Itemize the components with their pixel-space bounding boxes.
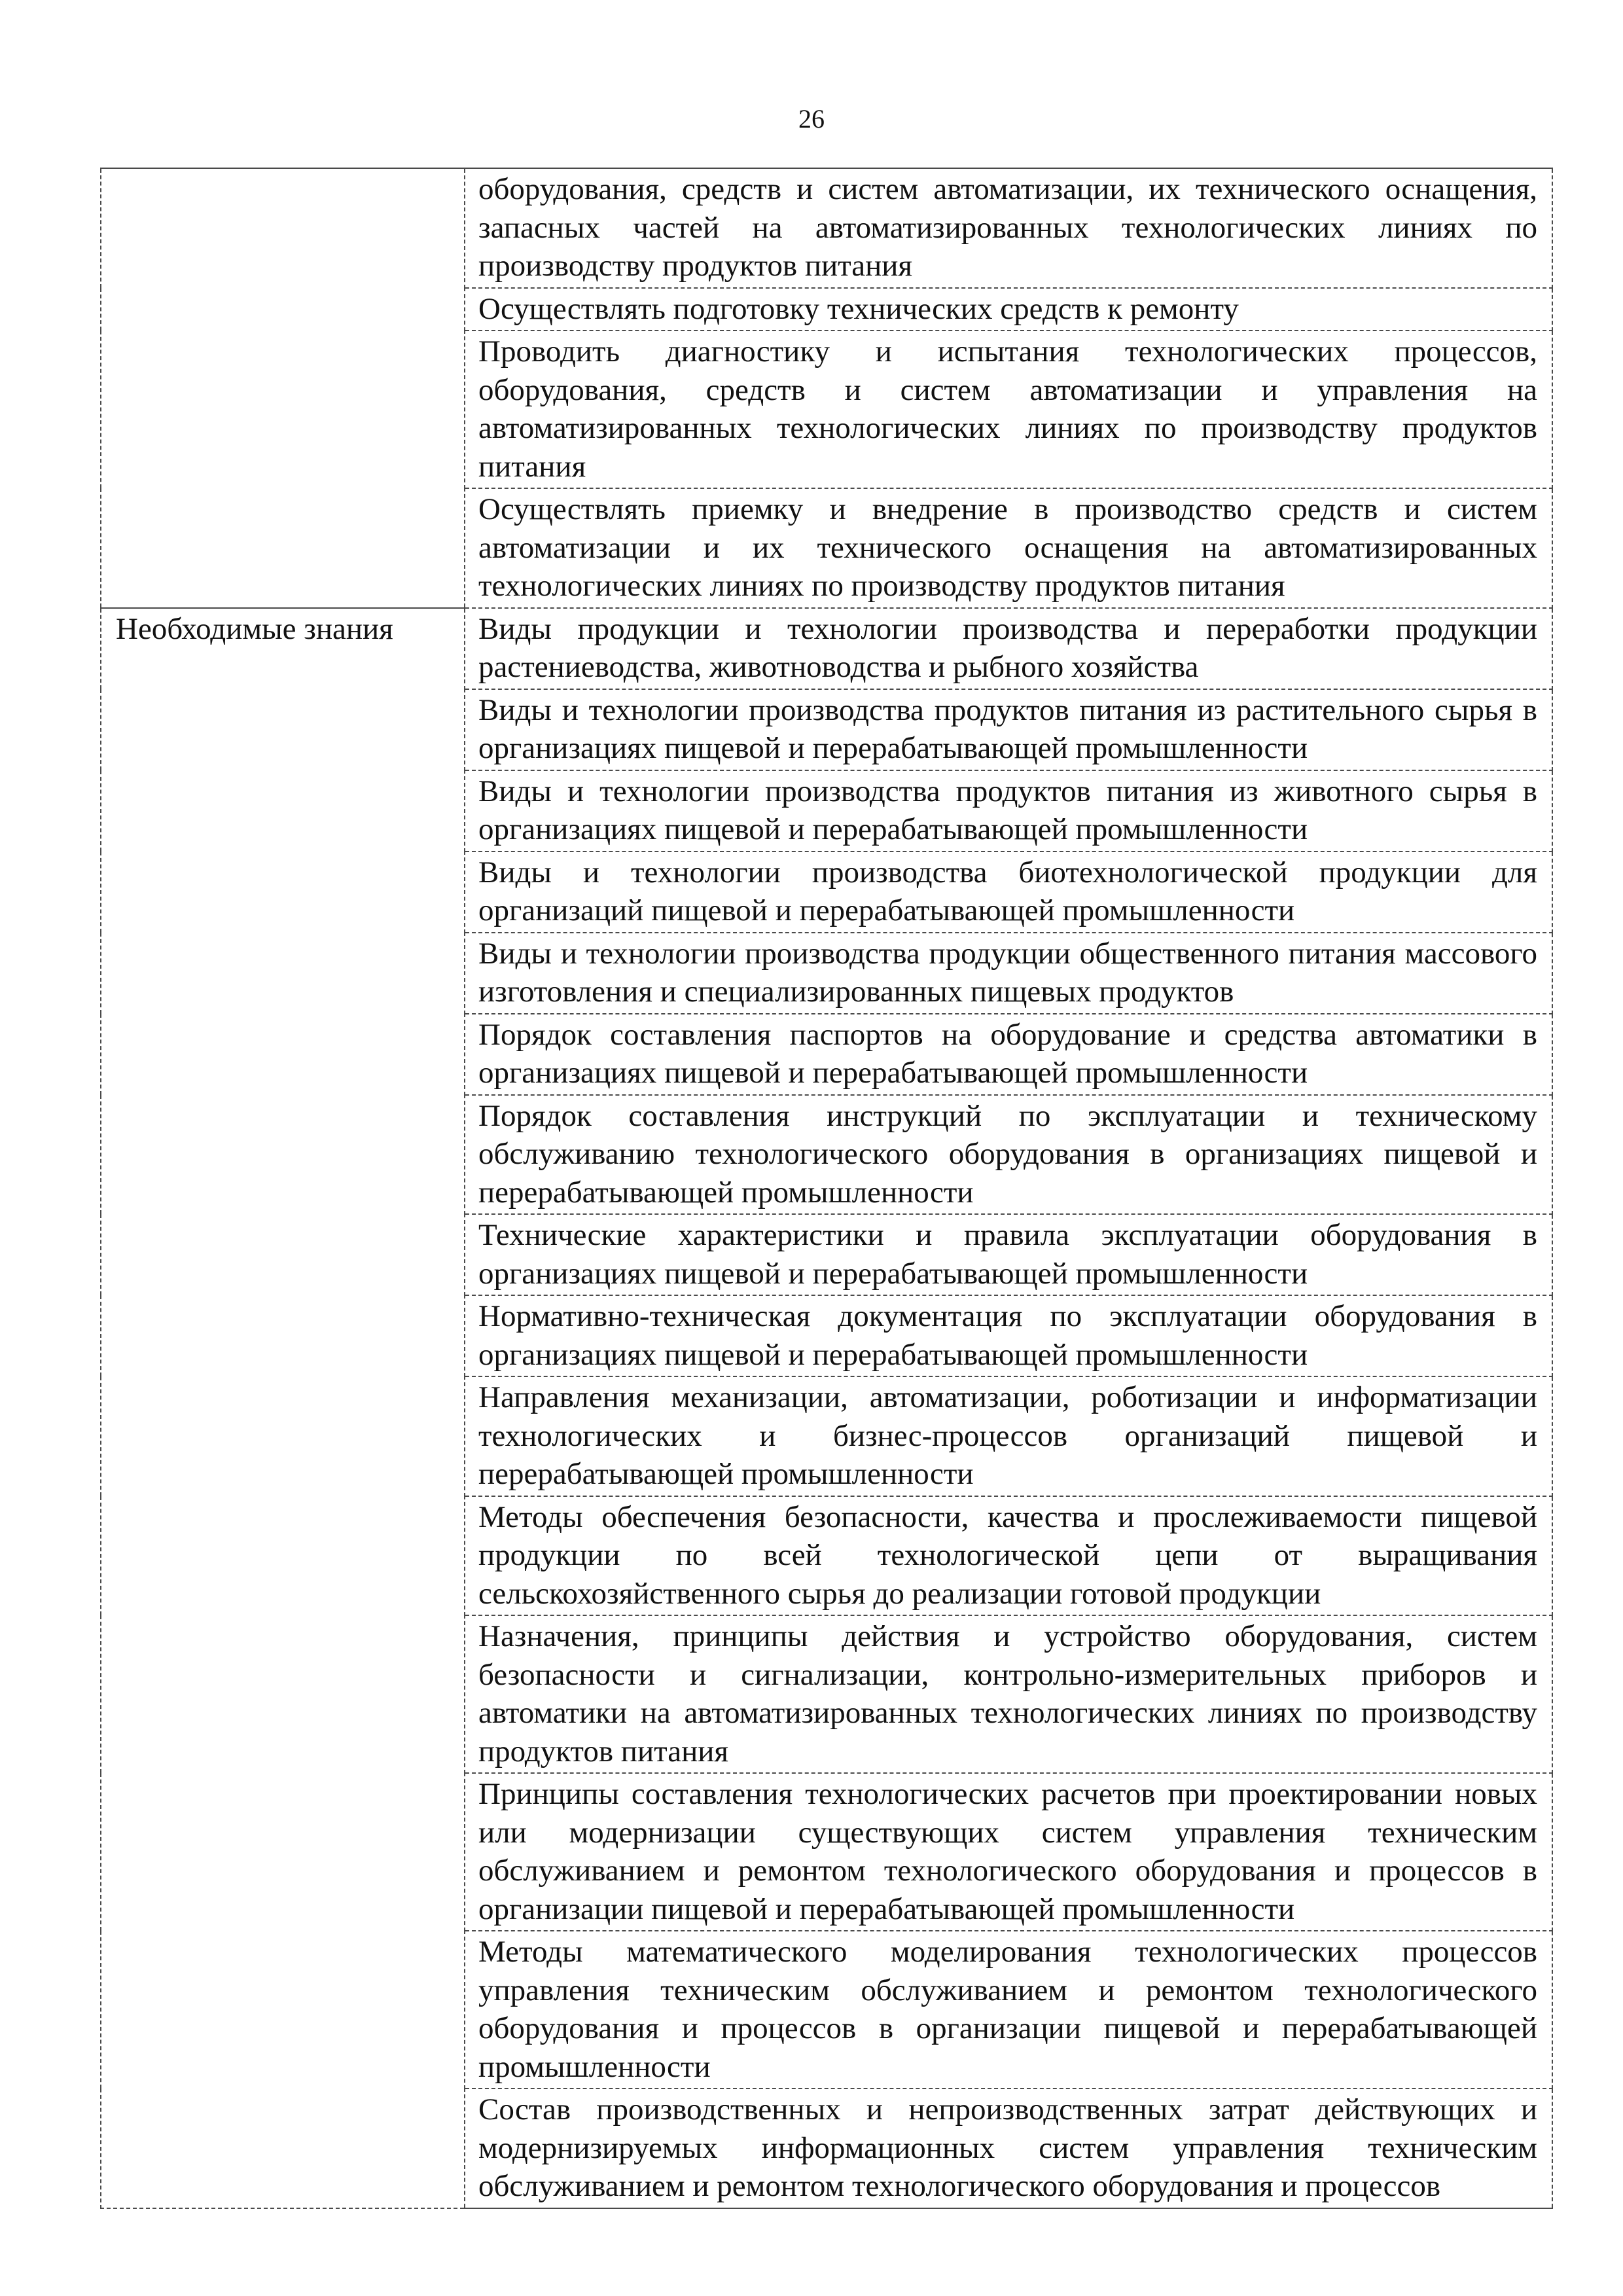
knowledge-item: Методы математического моделирования технологических процессов управления техническим обслуживанием и ремонтом технологического оборудования и процессов в организации пищевой и перерабатывающей промышленности: [465, 1931, 1552, 2089]
knowledge-item: Назначения, принципы действия и устройство оборудования, систем безопасности и сигнализации, контрольно-измерительных приборов и автоматики на автоматизированных технологических линиях по производству продуктов питания: [465, 1615, 1552, 1773]
requirements-table: [100, 168, 1553, 2209]
knowledge-item: Направления механизации, автоматизации, роботизации и информатизации технологических и бизнес-процессов организаций пищевой и перерабатывающей промышленности: [465, 1376, 1552, 1496]
page-number: 26: [798, 104, 825, 134]
knowledge-item: Виды и технологии производства биотехнологической продукции для организаций пищевой и перерабатывающей промышленности: [465, 852, 1552, 933]
knowledge-item: Технические характеристики и правила эксплуатации оборудования в организациях пищевой и перерабатывающей промышленности: [465, 1214, 1552, 1295]
table-row: [101, 168, 1552, 288]
skill-item: Проводить диагностику и испытания технологических процессов, оборудования, средств и систем автоматизации и управления на автоматизированных технологических линиях по производству продуктов питания: [465, 331, 1552, 488]
knowledge-item: Виды и технологии производства продуктов питания из животного сырья в организациях пищевой и перерабатывающей промышленности: [465, 770, 1552, 852]
knowledge-label: Необходимые знания: [101, 608, 465, 2208]
skill-item: Осуществлять приемку и внедрение в производство средств и систем автоматизации и их технического оснащения на автоматизированных технологических линиях по производству продуктов питания: [465, 488, 1552, 608]
knowledge-item: Состав производственных и непроизводственных затрат действующих и модернизируемых информационных систем управления техническим обслуживанием и ремонтом технологического оборудования и процессов: [465, 2089, 1552, 2208]
knowledge-item: Виды и технологии производства продукции общественного питания массового изготовления и специализированных пищевых продуктов: [465, 933, 1552, 1014]
skill-item: оборудования, средств и систем автоматизации, их технического оснащения, запасных частей на автоматизированных технологических линиях по производству продуктов питания: [465, 168, 1552, 288]
skills-label-cell: [101, 168, 465, 608]
knowledge-item: Методы обеспечения безопасности, качества и прослеживаемости пищевой продукции по всей технологической цепи от выращивания сельскохозяйственного сырья до реализации готовой продукции: [465, 1496, 1552, 1616]
knowledge-item: Нормативно-техническая документация по эксплуатации оборудования в организациях пищевой и перерабатывающей промышленности: [465, 1295, 1552, 1376]
table-row: [101, 608, 1552, 689]
knowledge-item: Виды и технологии производства продуктов питания из растительного сырья в организациях пищевой и перерабатывающей промышленности: [465, 689, 1552, 770]
knowledge-item: Порядок составления паспортов на оборудование и средства автоматики в организациях пищевой и перерабатывающей промышленности: [465, 1014, 1552, 1095]
knowledge-item: Виды продукции и технологии производства и переработки продукции растениеводства, животноводства и рыбного хозяйства: [465, 608, 1552, 689]
knowledge-item: Порядок составления инструкций по эксплуатации и техническому обслуживанию технологического оборудования в организациях пищевой и перерабатывающей промышленности: [465, 1095, 1552, 1215]
skill-item: Осуществлять подготовку технических средств к ремонту: [465, 288, 1552, 331]
knowledge-item: Принципы составления технологических расчетов при проектировании новых или модернизации существующих систем управления техническим обслуживанием и ремонтом технологического оборудования и процессов в организации пищевой и перерабатывающей промышленности: [465, 1773, 1552, 1931]
